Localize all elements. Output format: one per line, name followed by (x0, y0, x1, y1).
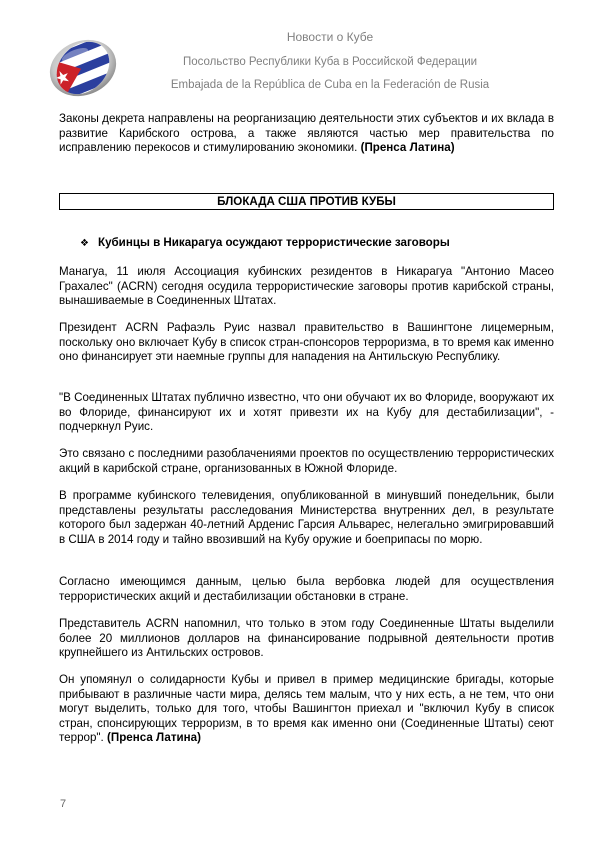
cuban-flag-emblem-icon (47, 37, 119, 99)
article-paragraph-1: Манагуа, 11 июля Ассоциация кубинских резидентов в Никарагуа "Антонио Масео Грахалес" (ACRN) сегодня осудила террористические заговоры против карибской страны, вынашиваемые в Соединенных Штатах. (59, 265, 554, 308)
article-paragraph-7: Представитель ACRN напомнил, что только в этом году Соединенные Штаты выделили более 20 миллионов долларов на финансирование подрывной деятельности против крупнейшего из Антильских островов. (59, 617, 554, 660)
article-paragraph-8 (59, 673, 554, 746)
article-paragraph-2: Президент ACRN Рафаэль Руис назвал правительство в Вашингтоне лицемерным, поскольку оно включает Кубу в список стран-спонсоров терроризма, в то время как именно оно финансирует эти наемные группы для нападения на Антильскую Республику. (59, 321, 554, 364)
article-paragraph-3: "В Соединенных Штатах публично известно, что они обучают их во Флориде, вооружают их во Флориде, финансируют их и хотят привезти их на Кубу для дестабилизации", - подчеркнул Руис. (59, 391, 555, 434)
intro-source: (Пренса Латина) (360, 141, 455, 155)
page-number: 7 (60, 798, 67, 810)
article-paragraph-5: В программе кубинского телевидения, опубликованной в минувший понедельник, были представлены результаты расследования Министерства внутренних дел, в результате которого был задержан 40-летний Арденис Гарсия Альварес, нелегально эмигрировавший в США в 2014 году и тайно ввозивший на Кубу оружие и боеприпасы по морю. (59, 489, 554, 546)
header-subtitle-es: Embajada de la República de Cuba en la Federación de Rusia (170, 79, 490, 91)
article-paragraph-8-text: Он упомянул о солидарности Кубы и привел в пример медицинские бригады, которые прибывают в различные части мира, делясь тем малым, что у них есть, а не тем, что они могут выделить, только для того, чтобы Вашингтон приехал и "включил Кубу в список стран, спонсирующих терроризм, в то время как именно они (Соединенные Штаты) сеют террор". (59, 673, 554, 745)
article-title-row (80, 236, 450, 251)
page-header (0, 0, 599, 100)
article-title: Кубинцы в Никарагуа осуждают террористические заговоры (98, 236, 450, 249)
article-source: (Пренса Латина) (107, 731, 201, 745)
section-title: БЛОКАДА США ПРОТИВ КУБЫ (59, 193, 554, 210)
header-subtitle-ru: Посольство Республики Куба в Российской Федерации (182, 56, 478, 68)
header-title: Новости о Кубе (286, 30, 374, 44)
article-paragraph-6: Согласно имеющимся данным, целью была вербовка людей для осуществления террористических акций и дестабилизации обстановки в стране. (59, 575, 554, 603)
intro-text: Законы декрета направлены на реорганизацию деятельности этих субъектов и их вклада в развитие Карибского острова, а также являются частью мер правительства по исправлению перекосов и стимулированию экономики. (59, 112, 554, 155)
intro-paragraph (59, 112, 554, 156)
bullet-diamond-icon: ❖ (80, 238, 89, 249)
article-paragraph-4: Это связано с последними разоблачениями проектов по осуществлению террористических акций в карибской стране, организованных в Южной Флориде. (59, 447, 554, 475)
